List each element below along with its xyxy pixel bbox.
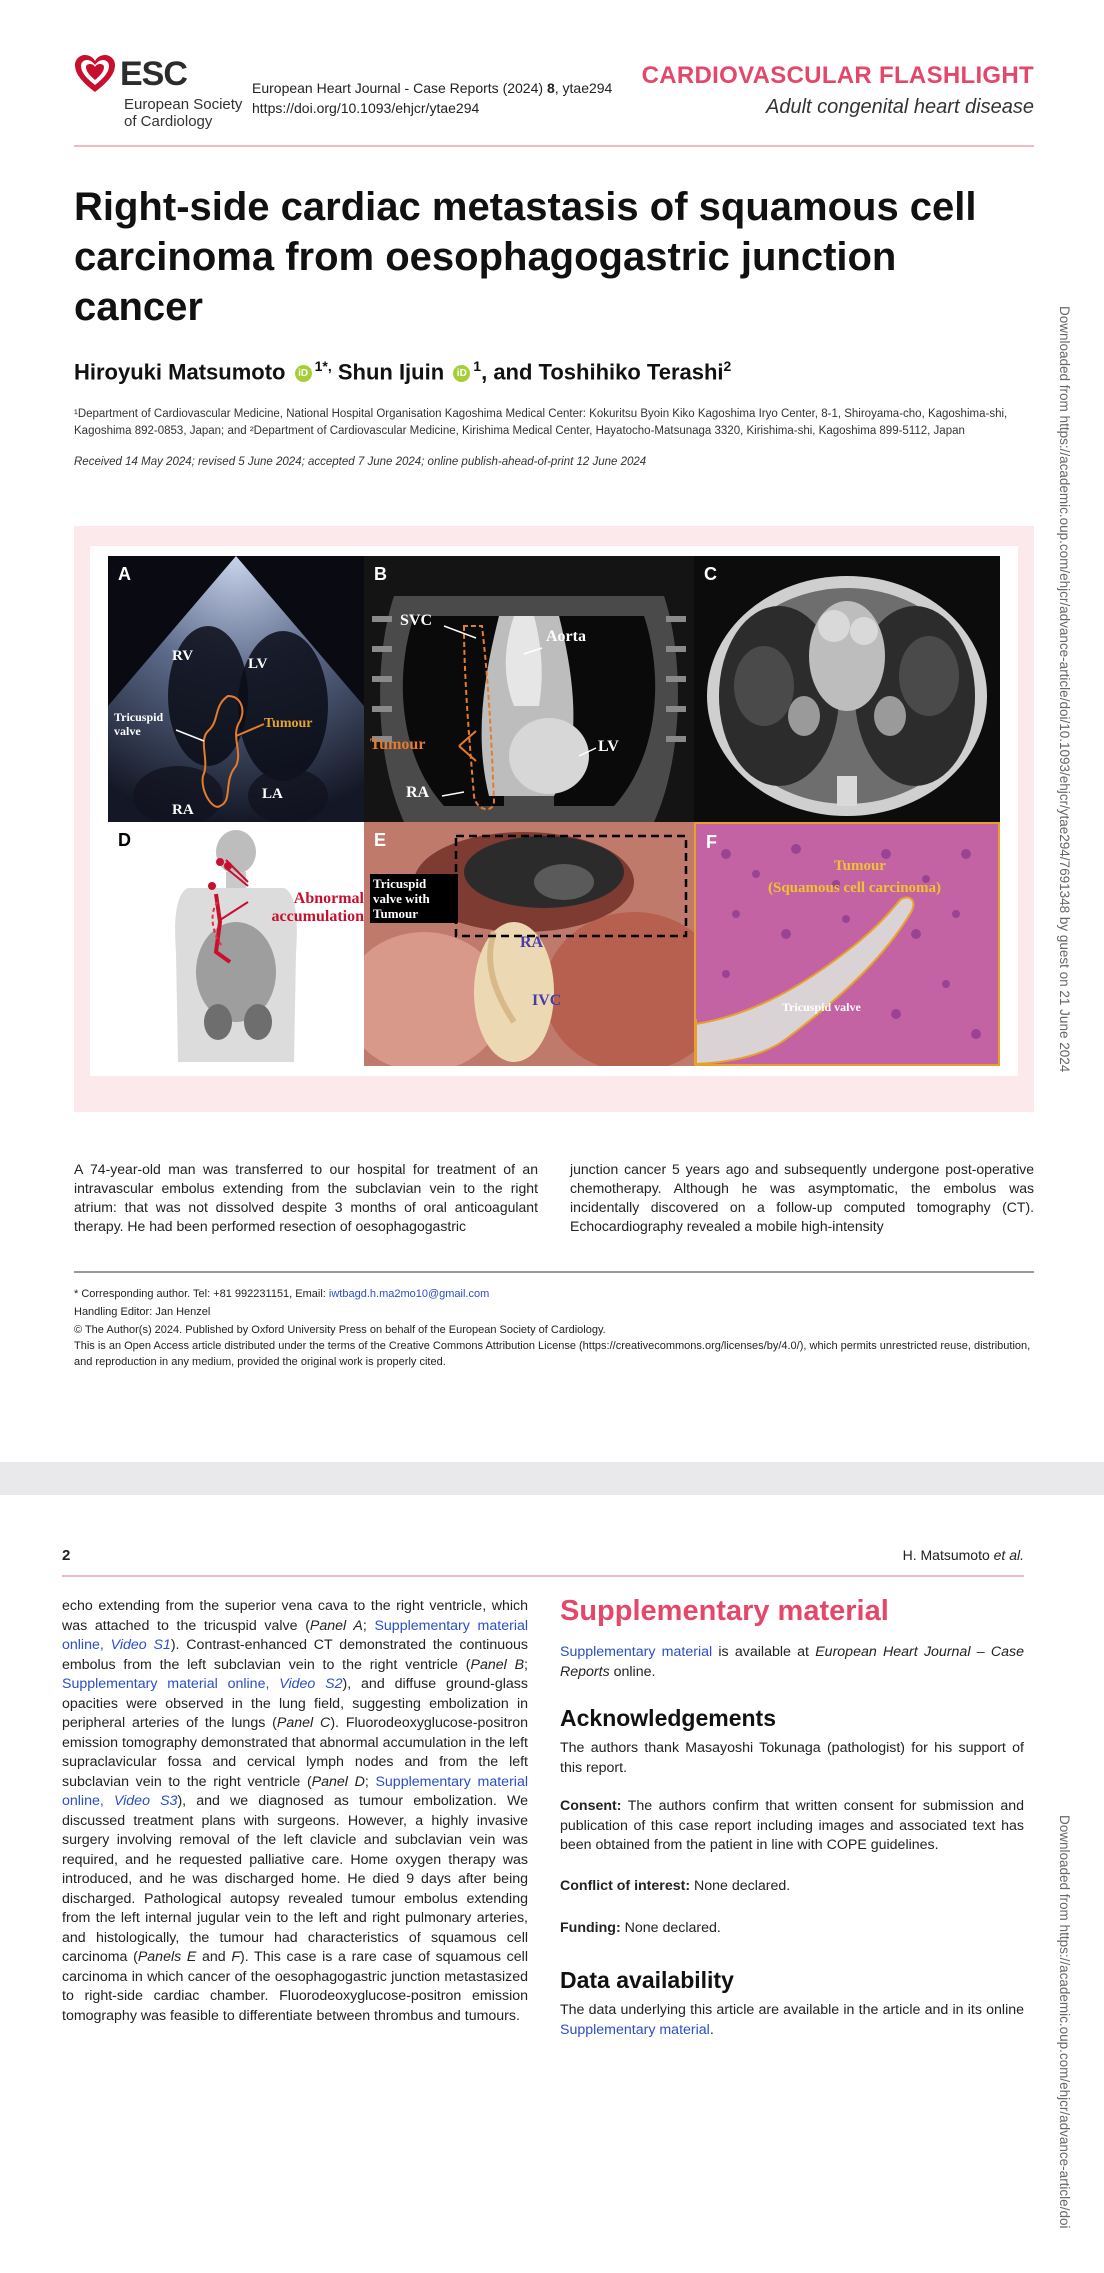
esc-brand: ESC <box>120 55 187 93</box>
supplementary-heading: Supplementary material <box>560 1595 889 1627</box>
supplementary-link[interactable]: Supplementary material <box>560 1644 713 1660</box>
author-list: Hiroyuki Matsumoto iD $^{1*,}$ Shun Ijuin iD $^1$, and Toshihiko Terashi$^2$ <box>74 358 732 385</box>
page2-body-left: echo extending from the superior vena cava to the right ventricle, which was attached to the tricuspid valve (Panel A; Supplementary material online, Video S1). Contrast-enhanced CT demonstrated the continuous embolus from the left subclavian vein to the right ventricle (Panel B; Supplementary material online, Video S2), and diffuse ground-glass opacities were observed in the lung field, suggesting embolization in peripheral arteries of the lungs (Panel C). Fluorodeoxyglucose-positron emission tomography demonstrated that abnormal accumulation in the left supraclavicular fossa and cervical lymph nodes and from the left subclavian vein to the right ventricle (Panel D; Supplementary material online, Video S3), and we diagnosed as tumour embolization. We discussed treatment plans with surgeons. However, a highly invasive surgery involving removal of the left clavicle and subclavian vein was required, and he requested palliative care. Home oxygen therapy was introduced, and he was discharged home. He died 9 days after being discharged. Pathological autopsy revealed tumour embolus extending from the left internal jugular vein to the left and right pulmonary arteries, and histologically, the tumour had characteristics of squamous cell carcinoma (Panels E and F). This case is a rare case of squamous cell carcinoma in which cancer of the oesophagogastric junction metastasized to right-side cardiac chamber. Fluorodeoxyglucose-positron emission tomography was feasible to differentiate between thrombus and tumours. <box>62 1598 529 2024</box>
header-rule <box>74 145 1034 147</box>
panel-c-lung-ct: C <box>694 556 1000 822</box>
copyright: © The Author(s) 2024. Published by Oxford University Press on behalf of the European Society of Cardiology. <box>74 1324 606 1336</box>
panel-a-echo: A RV LV Tricuspid valve Tumour RA LA <box>108 556 364 822</box>
page-number: 2 <box>62 1547 71 1564</box>
journal-reference: European Heart Journal - Case Reports (2024) 8, ytae294 https://doi.org/10.1093/ehjcr/ytae294 <box>252 80 613 116</box>
figure <box>90 546 1018 1076</box>
affiliations: ¹Department of Cardiovascular Medicine, National Hospital Organisation Kagoshima Medical Center: Kokuritsu Byoin Kiko Kagoshima Iryo Center, 8-1, Shiroyama-cho, Kagoshima-shi, Kagoshima 892-0853, Japan; and ²Department of Cardiovascular Medicine, Kirishima Medical Center, Hayatocho-Matsunaga 3320, Kirishima-shi, Kagoshima 899-5112, Japan <box>74 408 1008 437</box>
data-availability-text: The data underlying this article are available in the article and in its online Supplementary material. <box>560 2002 1024 2038</box>
panel-f-histology: F Tumour (Squamous cell carcinoma) Tricuspid valve <box>694 822 1000 1066</box>
section-tag: CARDIOVASCULAR FLASHLIGHT <box>641 62 1034 89</box>
email-link[interactable]: iwtbagd.h.ma2mo10@gmail.com <box>328 1288 490 1300</box>
body-column-right: junction cancer 5 years ago and subsequently undergone post-operative chemotherapy. Although he was asymptomatic, the embolus was incidentally discovered on a follow-up computed tomography (CT). Echocardiography revealed a mobile high-intensity <box>570 1161 1034 1234</box>
running-head: H. Matsumoto et al. <box>902 1547 1024 1563</box>
panel-d-pet: D Abnormal accumulation <box>108 822 364 1066</box>
orcid-icon[interactable]: iD <box>453 365 470 382</box>
consent-statement: Consent: The authors confirm that written consent for submission and publication of this case report including images and associated text has been obtained from the patient in line with COPE guidelines. <box>560 1798 1024 1853</box>
body-column-left: A 74-year-old man was transferred to our hospital for treatment of an intravascular embolus extending from the subclavian vein to the right atrium: that was not dissolved despite 3 months of oral anticoagulant therapy. He had been performed resection of oesophagogastric <box>74 1161 538 1234</box>
page2-header-rule <box>62 1575 1024 1577</box>
esc-heart-logo <box>74 54 116 94</box>
received-dates: Received 14 May 2024; revised 5 June 2024; accepted 7 June 2024; online publish-ahead-of-print 12 June 2024 <box>74 456 647 468</box>
panel-e-autopsy: E Tricuspid valve with Tumour RA IVC <box>364 822 694 1066</box>
acknowledgements-text: The authors thank Masayoshi Tokunaga (pathologist) for his support of this report. <box>560 1740 1024 1776</box>
conflict-statement: Conflict of interest: None declared. <box>560 1878 791 1894</box>
orcid-icon[interactable]: iD <box>295 365 312 382</box>
data-supplementary-link[interactable]: Supplementary material <box>560 2021 710 2038</box>
footnote-rule <box>74 1271 1034 1273</box>
acknowledgements-heading: Acknowledgements <box>560 1705 776 1731</box>
supplementary-text: Supplementary material is available at European Heart Journal – Case Reports online. <box>560 1644 1024 1680</box>
doi-link[interactable]: https://doi.org/10.1093/ehjcr/ytae294 <box>252 100 480 116</box>
subsection-tag: Adult congenital heart disease <box>766 96 1034 118</box>
download-watermark-2: Downloaded from https://academic.oup.com/ehjcr/advance-article/doi <box>1057 1815 1072 2229</box>
corresponding-author: * Corresponding author. Tel: +81 992231151, Email: iwtbagd.h.ma2mo10@gmail.com <box>74 1288 490 1300</box>
funding-statement: Funding: None declared. <box>560 1920 721 1936</box>
download-watermark: Downloaded from https://academic.oup.com/ehjcr/advance-article/doi/10.1093/ehjcr/ytae294/7691348 by guest on 21 June 2024 <box>1057 306 1072 1073</box>
panel-b-ct: B SVC Aorta Tumour LV RA <box>364 556 694 822</box>
data-availability-heading: Data availability <box>560 1967 734 1993</box>
article-title: Right-side cardiac metastasis of squamous cell carcinoma from oesophagogastric junction cancer <box>74 185 977 329</box>
handling-editor: Handling Editor: Jan Henzel <box>74 1306 211 1318</box>
license: This is an Open Access article distributed under the terms of the Creative Commons Attribution License (https://creativecommons.org/licenses/by/4.0/), which permits unrestricted reuse, distribution, and reproduction in any medium, provided the original work is properly cited. <box>74 1340 1031 1368</box>
page-2 <box>0 1495 1104 2273</box>
esc-brand-subtitle: European Society of Cardiology <box>124 96 243 130</box>
